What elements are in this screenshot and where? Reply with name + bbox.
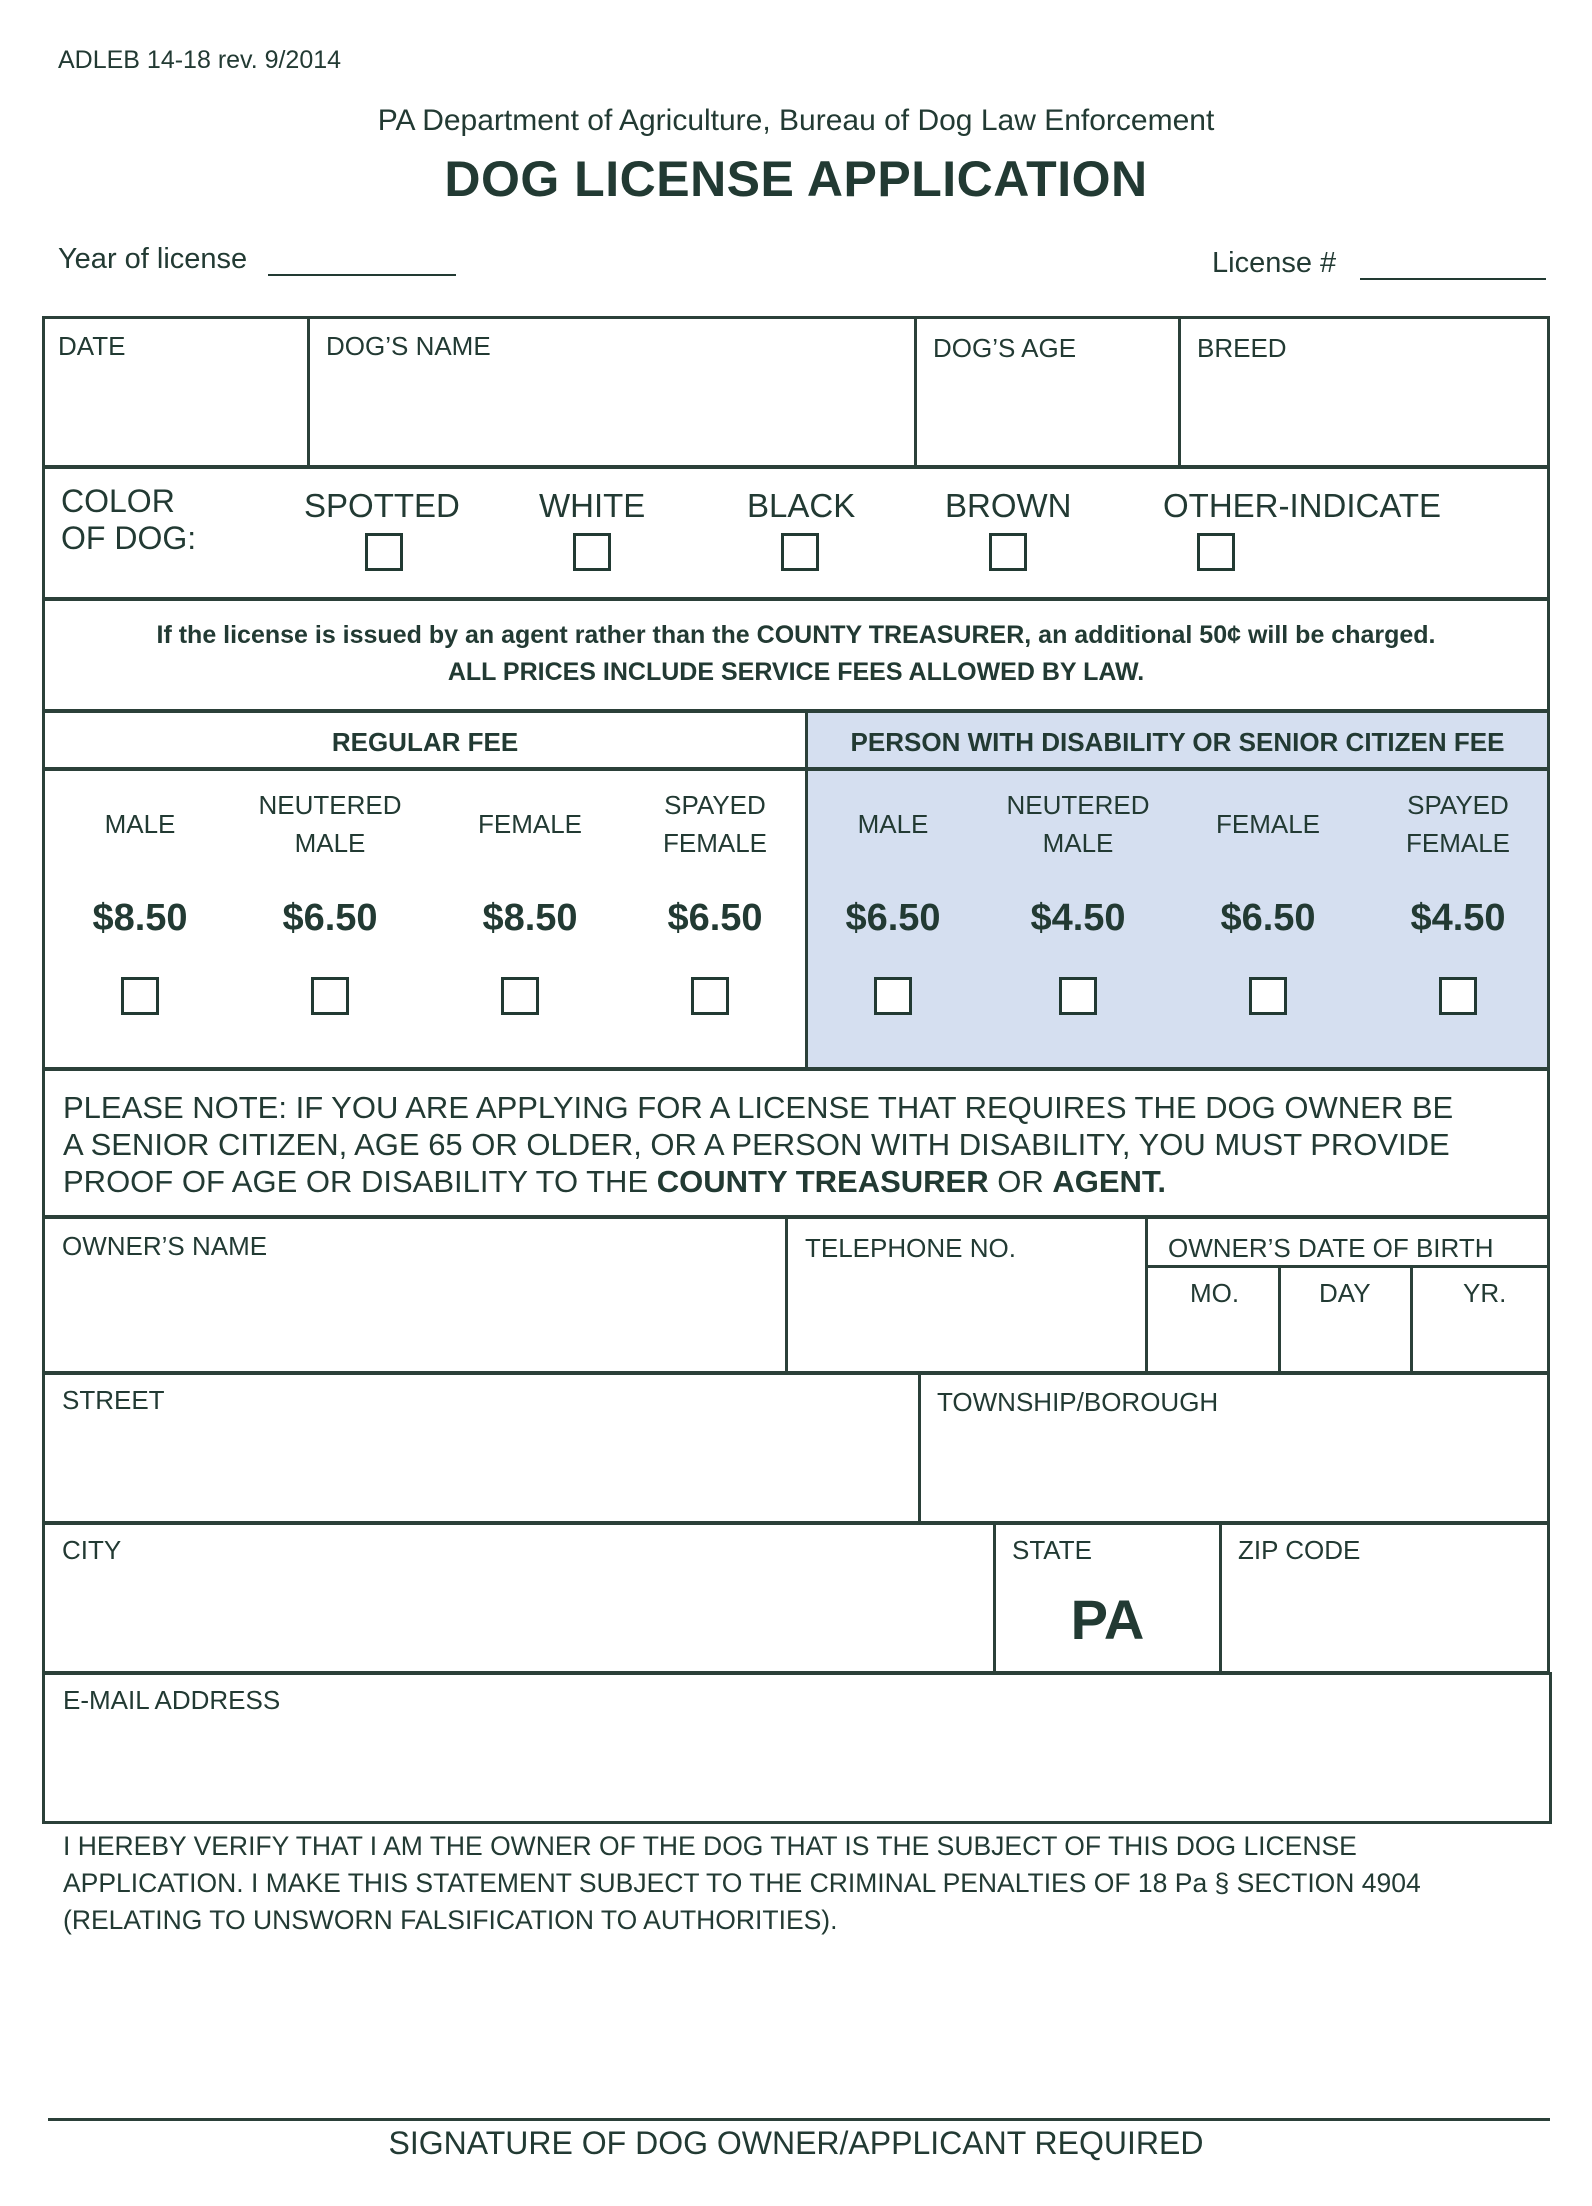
fee-price: $8.50 bbox=[92, 897, 188, 939]
color-spotted-checkbox[interactable] bbox=[365, 533, 403, 571]
regular-fee-options bbox=[45, 771, 805, 1067]
fee-header-row bbox=[42, 710, 1550, 770]
dob-month-field[interactable] bbox=[1148, 1268, 1278, 1371]
owner-name-field[interactable] bbox=[45, 1219, 785, 1371]
regular-fee-header-cell bbox=[45, 713, 805, 767]
color-other-checkbox[interactable] bbox=[1197, 533, 1235, 571]
fee-type-label: MALE bbox=[857, 809, 929, 839]
color-brown-checkbox[interactable] bbox=[989, 533, 1027, 571]
department-name: PA Department of Agriculture, Bureau of Dog Law Enforcement bbox=[377, 104, 1215, 137]
zip-code-field[interactable] bbox=[1219, 1525, 1547, 1671]
signature-field[interactable] bbox=[48, 2118, 1550, 2121]
senior-male-checkbox[interactable] bbox=[874, 977, 912, 1015]
dob-label: OWNER’S DATE OF BIRTH bbox=[1168, 1233, 1494, 1263]
color-black-checkbox[interactable] bbox=[781, 533, 819, 571]
owner-name-label: OWNER’S NAME bbox=[62, 1231, 268, 1261]
dob-field-group bbox=[1145, 1219, 1547, 1371]
verification-statement: I HEREBY VERIFY THAT I AM THE OWNER OF THE DOG THAT IS THE SUBJECT OF THIS DOG LICENSE APPLICATION. I MAKE THIS STATEMENT SUBJECT TO THE CRIMINAL PENALTIES OF 18 Pa § SECTION 4904 (RELATING TO UNSWORN FALSIFICATION TO AUTHORITIES). bbox=[63, 1831, 1421, 1935]
senior-female-checkbox[interactable] bbox=[1249, 977, 1287, 1015]
state-value: PA bbox=[1070, 1588, 1145, 1651]
agent-fee-notice-line1: If the license is issued by an agent rather than the COUNTY TREASURER, an additional 50¢ will be charged. bbox=[156, 621, 1436, 649]
fee-type-label: FEMALE bbox=[1215, 809, 1321, 839]
license-number-label: License # bbox=[1212, 247, 1337, 279]
fee-type-label: FEMALE bbox=[477, 809, 583, 839]
telephone-field[interactable] bbox=[785, 1219, 1145, 1371]
state-label: STATE bbox=[1012, 1535, 1092, 1565]
year-of-license-label: Year of license bbox=[58, 243, 248, 275]
city-row bbox=[42, 1522, 1550, 1674]
regular-female-checkbox[interactable] bbox=[501, 977, 539, 1015]
state-field bbox=[993, 1525, 1219, 1671]
dob-year-label: YR. bbox=[1463, 1278, 1507, 1308]
city-label: CITY bbox=[62, 1535, 122, 1565]
signature-label: SIGNATURE OF DOG OWNER/APPLICANT REQUIRED bbox=[388, 2125, 1204, 2161]
senior-spayed-female-checkbox[interactable] bbox=[1439, 977, 1477, 1015]
color-option-black-label: BLACK bbox=[747, 487, 856, 524]
please-note-line3: PROOF OF AGE OR DISABILITY TO THE COUNTY TREASURER OR AGENT. bbox=[63, 1164, 1167, 1199]
regular-neutered-male-checkbox[interactable] bbox=[311, 977, 349, 1015]
fee-price: $4.50 bbox=[1030, 897, 1126, 939]
fee-price: $6.50 bbox=[845, 897, 941, 939]
dog-name-label: DOG’S NAME bbox=[326, 331, 491, 361]
street-label: STREET bbox=[62, 1385, 165, 1415]
city-field[interactable] bbox=[45, 1525, 993, 1671]
color-option-spotted-label: SPOTTED bbox=[304, 487, 460, 524]
regular-spayed-female-checkbox[interactable] bbox=[691, 977, 729, 1015]
street-field[interactable] bbox=[45, 1375, 918, 1521]
fee-type-label: SPAYED FEMALE bbox=[1405, 790, 1511, 858]
color-option-brown-label: BROWN bbox=[945, 487, 1072, 524]
date-label: DATE bbox=[58, 331, 126, 361]
breed-field[interactable] bbox=[1178, 319, 1547, 465]
fee-type-label: NEUTERED MALE bbox=[1006, 790, 1150, 858]
dog-age-field[interactable] bbox=[914, 319, 1178, 465]
year-of-license-field[interactable] bbox=[268, 274, 456, 276]
dob-month-label: MO. bbox=[1190, 1278, 1240, 1308]
fee-price: $6.50 bbox=[667, 897, 763, 939]
license-number-field[interactable] bbox=[1360, 278, 1546, 280]
senior-neutered-male-checkbox[interactable] bbox=[1059, 977, 1097, 1015]
address-row bbox=[42, 1372, 1550, 1524]
color-option-white-label: WHITE bbox=[539, 487, 646, 524]
agent-fee-notice bbox=[42, 598, 1550, 712]
color-white-checkbox[interactable] bbox=[573, 533, 611, 571]
senior-fee-header-cell bbox=[805, 713, 1547, 767]
please-note-line2: A SENIOR CITIZEN, AGE 65 OR OLDER, OR A PERSON WITH DISABILITY, YOU MUST PROVIDE bbox=[63, 1127, 1450, 1162]
fee-options-row bbox=[42, 768, 1550, 1070]
regular-fee-header: REGULAR FEE bbox=[331, 727, 519, 757]
dog-name-field[interactable] bbox=[307, 319, 914, 465]
form-code: ADLEB 14-18 rev. 9/2014 bbox=[58, 46, 342, 74]
fee-type-label: MALE bbox=[104, 809, 176, 839]
page-title: DOG LICENSE APPLICATION bbox=[444, 151, 1148, 207]
fee-price: $4.50 bbox=[1410, 897, 1506, 939]
please-note-box bbox=[42, 1068, 1550, 1218]
dog-age-label: DOG’S AGE bbox=[933, 333, 1077, 363]
regular-male-checkbox[interactable] bbox=[121, 977, 159, 1015]
color-row bbox=[42, 466, 1550, 600]
color-label: COLOR OF DOG: bbox=[61, 483, 197, 556]
fee-type-label: SPAYED FEMALE bbox=[662, 790, 768, 858]
senior-fee-header: PERSON WITH DISABILITY OR SENIOR CITIZEN FEE bbox=[850, 727, 1505, 757]
fee-price: $8.50 bbox=[482, 897, 578, 939]
please-note-line1: PLEASE NOTE: IF YOU ARE APPLYING FOR A LICENSE THAT REQUIRES THE DOG OWNER BE bbox=[63, 1090, 1454, 1125]
dog-info-row bbox=[42, 316, 1550, 468]
agent-fee-notice-line2: ALL PRICES INCLUDE SERVICE FEES ALLOWED BY LAW. bbox=[447, 658, 1145, 686]
fee-price: $6.50 bbox=[1220, 897, 1316, 939]
township-field[interactable] bbox=[918, 1375, 1547, 1521]
zip-code-label: ZIP CODE bbox=[1238, 1535, 1361, 1565]
breed-label: BREED bbox=[1197, 333, 1287, 363]
fee-type-label: NEUTERED MALE bbox=[258, 790, 402, 858]
color-option-other-label: OTHER-INDICATE bbox=[1163, 487, 1442, 524]
email-field[interactable] bbox=[42, 1672, 1552, 1824]
dob-day-field[interactable] bbox=[1278, 1268, 1413, 1371]
telephone-label: TELEPHONE NO. bbox=[805, 1233, 1016, 1263]
fee-price: $6.50 bbox=[282, 897, 378, 939]
township-label: TOWNSHIP/BOROUGH bbox=[937, 1387, 1219, 1417]
owner-row bbox=[42, 1216, 1550, 1374]
date-field[interactable] bbox=[45, 319, 307, 465]
senior-fee-options bbox=[805, 771, 1547, 1067]
email-label: E-MAIL ADDRESS bbox=[63, 1685, 281, 1715]
dob-year-field[interactable] bbox=[1410, 1268, 1547, 1371]
dob-day-label: DAY bbox=[1319, 1278, 1371, 1308]
